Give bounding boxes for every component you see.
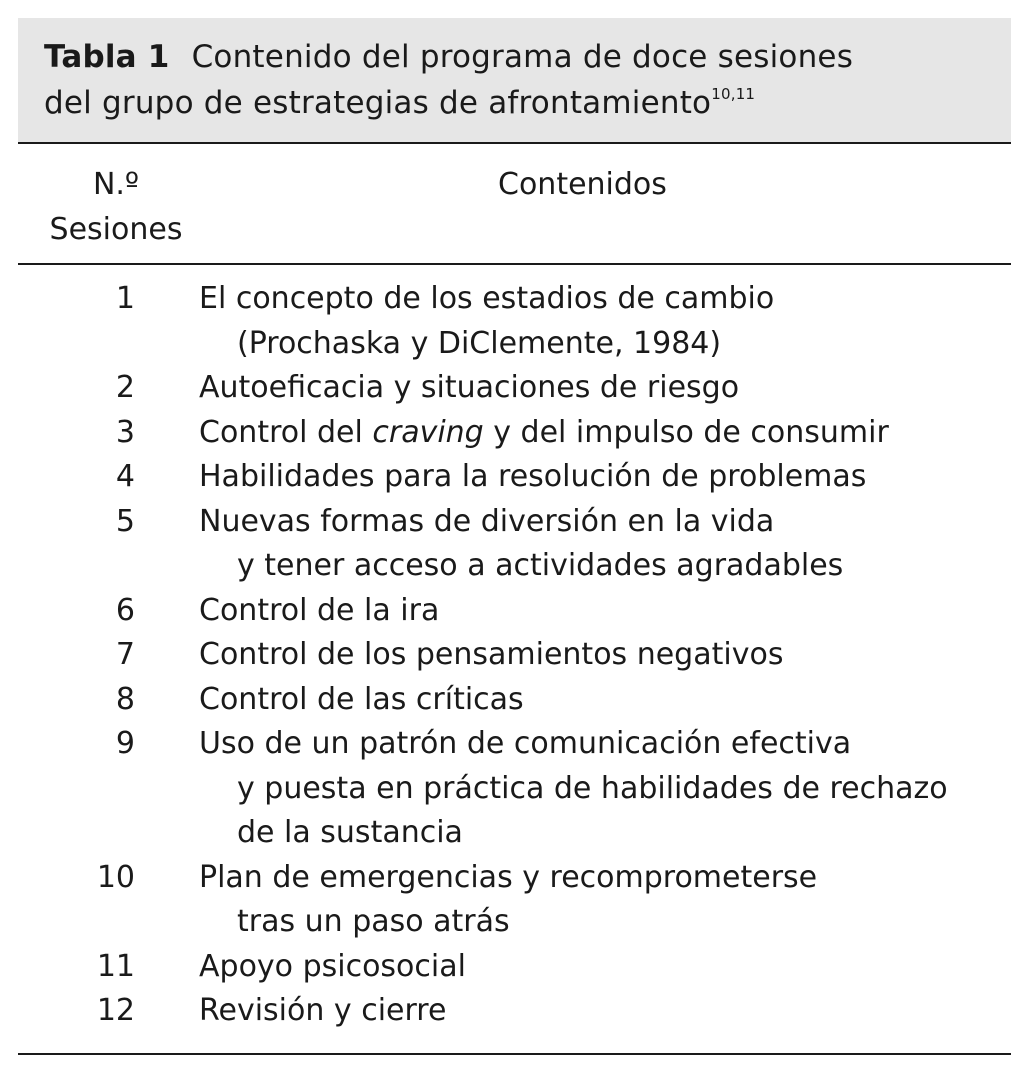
content-line: y puesta en práctica de habilidades de rechazo	[237, 770, 948, 806]
session-content	[199, 455, 999, 500]
session-number: 1	[115, 281, 135, 316]
session-number: 12	[96, 993, 135, 1028]
caption-title-part1: Contenido del programa de doce sesiones	[191, 39, 854, 75]
session-content	[199, 589, 999, 634]
header-rule	[18, 263, 1011, 265]
table-row	[0, 455, 1029, 500]
content-line: Habilidades para la resolución de problemas	[199, 459, 867, 494]
table-row	[0, 989, 1029, 1034]
header-num-line2: Sesiones	[49, 212, 183, 247]
column-header-contents: Contenidos	[498, 167, 667, 202]
content-line: Plan de emergencias y recomprometerse	[199, 859, 818, 895]
content-line: tras un paso atrás	[237, 904, 510, 939]
caption-title-part2: del grupo de estrategias de afrontamiento	[44, 85, 712, 121]
session-content	[199, 856, 999, 945]
header-num-line1: N.º	[92, 167, 140, 202]
session-content	[199, 945, 999, 990]
content-line: Apoyo psicosocial	[199, 948, 466, 984]
session-content	[199, 411, 999, 456]
session-number: 7	[115, 637, 135, 672]
content-line: Nuevas formas de diversión en la vida	[199, 503, 775, 539]
table-body	[0, 277, 1029, 1034]
table-row	[0, 277, 1029, 366]
bottom-rule	[18, 1053, 1011, 1055]
content-text: y del impulso de consumir	[483, 414, 889, 450]
session-number: 5	[115, 503, 135, 539]
content-line: Control de la ira	[199, 592, 440, 628]
caption-references: 10,11	[711, 85, 756, 103]
session-number: 9	[115, 726, 135, 761]
content-line: Control de los pensamientos negativos	[199, 637, 784, 672]
session-content	[199, 678, 999, 723]
table-label: Tabla 1	[44, 39, 170, 75]
table-row	[0, 411, 1029, 456]
content-line: Revisión y cierre	[199, 993, 447, 1028]
table-row	[0, 589, 1029, 634]
session-number: 4	[115, 459, 135, 494]
content-line: (Prochaska y DiClemente, 1984)	[237, 325, 722, 361]
content-line	[199, 411, 999, 456]
content-line: Control de las críticas	[199, 681, 524, 717]
session-content	[199, 633, 999, 678]
session-number: 3	[115, 414, 135, 450]
session-content	[199, 500, 999, 589]
content-line: Autoeficacia y situaciones de riesgo	[199, 370, 740, 405]
table-row	[0, 678, 1029, 723]
session-number: 6	[115, 592, 135, 628]
session-content	[199, 989, 999, 1034]
table-row	[0, 945, 1029, 990]
column-header-sessions	[36, 162, 196, 252]
content-line: Uso de un patrón de comunicación efectiva	[199, 726, 852, 761]
top-rule	[18, 142, 1011, 144]
session-number: 2	[115, 370, 135, 405]
table-row	[0, 500, 1029, 589]
table-row	[0, 366, 1029, 411]
session-number: 8	[115, 681, 135, 717]
table-row	[0, 722, 1029, 856]
caption-line-2	[44, 80, 1011, 126]
content-line: El concepto de los estadios de cambio	[199, 281, 775, 316]
table-caption	[18, 18, 1011, 143]
session-number: 10	[96, 859, 135, 895]
table-row	[0, 856, 1029, 945]
caption-line-1	[44, 34, 1011, 80]
content-line: y tener acceso a actividades agradables	[237, 548, 844, 583]
content-text: Control del	[199, 414, 373, 450]
content-italic-term: craving	[372, 414, 484, 450]
session-content	[199, 366, 999, 411]
table-row	[0, 633, 1029, 678]
session-number: 11	[96, 948, 135, 984]
content-line: de la sustancia	[237, 815, 463, 850]
session-content	[199, 277, 999, 366]
session-content	[199, 722, 999, 856]
